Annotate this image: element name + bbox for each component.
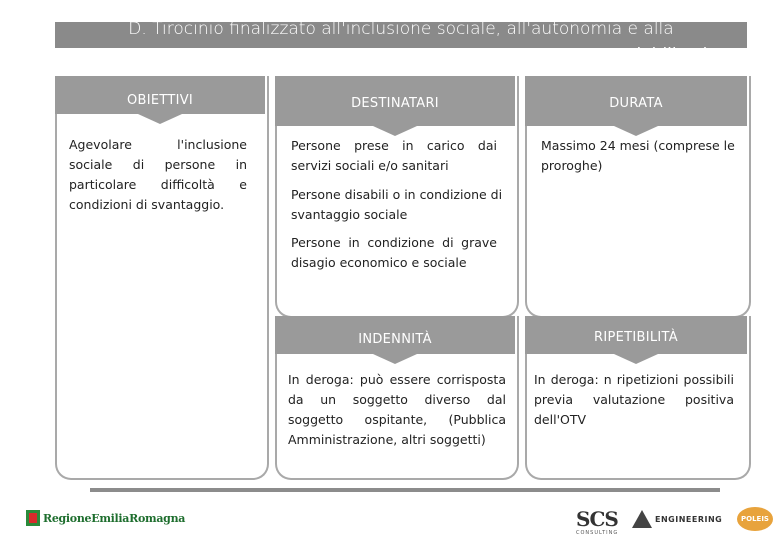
regione-emilia-romagna-logo: RegioneEmiliaRomagna [26,508,185,528]
destinatari-item-3: Persone in condizione di grave disagio economico e sociale [291,235,497,270]
indennita-text: In deroga: può essere corrisposta da un soggetto diverso dal soggetto ospitante, (Pubblica Amministrazione, altri soggetti) [288,372,506,447]
obiettivi-header [55,76,265,114]
ripetibilita-text: In deroga: n ripetizioni possibili previa valutazione positiva dell'OTV [534,372,734,427]
ripetibilita-header-label: RIPETIBILITÀ [594,330,678,345]
footer-divider [90,488,720,492]
ripetibilita-header [525,316,747,354]
destinatari-header-label: DESTINATARI [351,96,439,111]
indennita-arrow [373,354,417,364]
obiettivi-header-label: OBIETTIVI [126,93,194,108]
durata-arrow [614,126,658,136]
durata-text: Massimo 24 mesi (comprese le proroghe) [541,138,735,173]
destinatari-arrow [373,126,417,136]
engineering-logo: ENGINEERING [632,510,722,528]
obiettivi-arrow [138,114,182,124]
scs-logo: SCS CONSULTING [576,507,619,536]
destinatari-item-2: Persone disabili o in condizione di svantaggio sociale [291,187,503,222]
engineering-mark-icon [632,510,652,528]
durata-header [525,76,747,126]
obiettivi-text: Agevolare l'inclusione sociale di persone in particolare difficoltà e condizioni di svantaggio. [69,137,247,212]
poleis-logo: POLEIS [737,507,773,531]
ripetibilita-arrow [614,354,658,364]
durata-header-label: DURATA [609,96,663,111]
destinatari-header [275,76,515,126]
title-bar [55,19,747,65]
destinatari-item-1: Persone prese in carico dai servizi sociali e/o sanitari [291,138,497,173]
page-title: D. Tirocinio finalizzato all'inclusione sociale, all'autonomia e alla [128,19,674,39]
regione-emblem-icon [26,510,40,526]
indennita-header-label: INDENNITÀ [358,332,432,347]
page-title-continuation: riabilitazione [629,45,739,65]
indennita-header [275,316,515,354]
